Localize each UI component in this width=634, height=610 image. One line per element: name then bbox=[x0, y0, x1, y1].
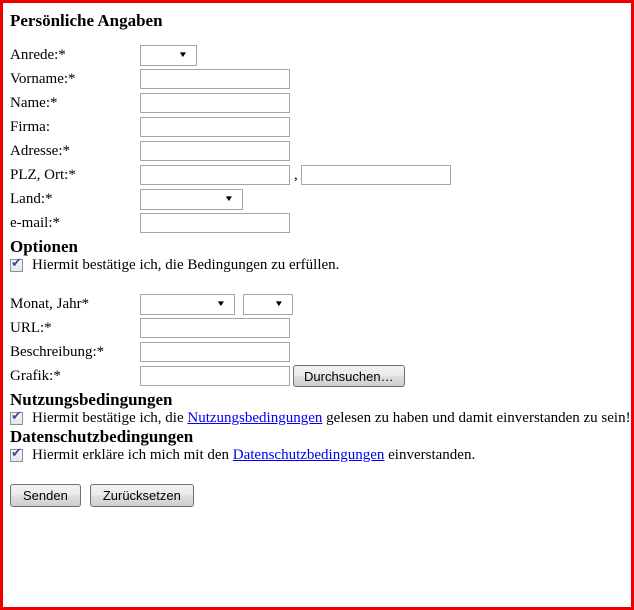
nutzungsbedingungen-link[interactable]: Nutzungsbedingungen bbox=[187, 410, 323, 426]
url-input[interactable] bbox=[140, 318, 290, 338]
jahr-select[interactable] bbox=[243, 294, 293, 315]
adresse-label: Adresse:* bbox=[10, 142, 70, 159]
beschreibung-label: Beschreibung:* bbox=[10, 343, 105, 360]
grafik-file-input[interactable] bbox=[140, 366, 290, 386]
field-row-email bbox=[10, 213, 631, 233]
anrede-label: Anrede:* bbox=[10, 46, 66, 63]
comma-separator: , bbox=[294, 166, 298, 183]
checkmark-icon: ✔ bbox=[11, 256, 22, 271]
durchsuchen-button[interactable]: Durchsuchen… bbox=[293, 365, 405, 387]
ort-input[interactable] bbox=[301, 165, 451, 185]
vorname-label: Vorname:* bbox=[10, 70, 76, 87]
nutzungsbedingungen-checkbox-label bbox=[32, 410, 631, 427]
plz-input[interactable] bbox=[140, 165, 290, 185]
datenschutz-checkbox-label bbox=[32, 447, 475, 464]
senden-button[interactable]: Senden bbox=[10, 484, 81, 507]
field-row-name bbox=[10, 93, 631, 113]
section-title-optionen: Optionen bbox=[10, 237, 79, 256]
name-input[interactable] bbox=[140, 93, 290, 113]
field-row-adresse bbox=[10, 141, 631, 161]
anrede-select[interactable] bbox=[140, 45, 197, 66]
firma-input[interactable] bbox=[140, 117, 290, 137]
page-title: Persönliche Angaben bbox=[10, 11, 163, 30]
datenschutzbedingungen-link[interactable]: Datenschutzbedingungen bbox=[232, 447, 385, 463]
bedingungen-checkbox-label: Hiermit bestätige ich, die Bedingungen zu erfüllen. bbox=[32, 257, 340, 273]
label-text-after: gelesen zu haben und damit einverstanden zu sein! bbox=[322, 410, 631, 426]
plz-ort-label: PLZ, Ort:* bbox=[10, 166, 76, 183]
field-row-land bbox=[10, 189, 631, 209]
vorname-input[interactable] bbox=[140, 69, 290, 89]
form-actions bbox=[10, 484, 631, 507]
adresse-input[interactable] bbox=[140, 141, 290, 161]
email-input[interactable] bbox=[140, 213, 290, 233]
url-label: URL:* bbox=[10, 319, 52, 336]
checkmark-icon: ✔ bbox=[11, 446, 22, 461]
field-row-firma bbox=[10, 117, 631, 137]
email-label: e-mail:* bbox=[10, 214, 60, 231]
firma-label: Firma: bbox=[10, 118, 50, 135]
field-row-beschreibung bbox=[10, 342, 631, 362]
datenschutz-checkbox[interactable] bbox=[10, 446, 23, 462]
field-row-url bbox=[10, 318, 631, 338]
land-select[interactable] bbox=[140, 189, 243, 210]
bedingungen-checkbox-row bbox=[10, 257, 631, 274]
bedingungen-checkbox[interactable] bbox=[10, 256, 23, 272]
field-row-monat-jahr bbox=[10, 294, 631, 314]
monat-select[interactable] bbox=[140, 294, 235, 315]
field-row-vorname bbox=[10, 69, 631, 89]
field-row-grafik bbox=[10, 366, 631, 386]
label-text-before: Hiermit erkläre ich mich mit den bbox=[32, 447, 233, 463]
name-label: Name:* bbox=[10, 94, 58, 111]
nutzungsbedingungen-checkbox[interactable] bbox=[10, 409, 23, 425]
field-row-plz-ort bbox=[10, 165, 631, 185]
dropdown-arrow-icon: ▼ bbox=[177, 50, 189, 59]
section-title-nutzungsbedingungen: Nutzungsbedingungen bbox=[10, 390, 173, 409]
nutzungsbedingungen-checkbox-row bbox=[10, 410, 631, 427]
section-title-datenschutzbedingungen: Datenschutzbedingungen bbox=[10, 427, 194, 446]
dropdown-arrow-icon: ▼ bbox=[215, 299, 227, 308]
dropdown-arrow-icon: ▼ bbox=[223, 194, 235, 203]
beschreibung-input[interactable] bbox=[140, 342, 290, 362]
grafik-label: Grafik:* bbox=[10, 367, 61, 384]
dropdown-arrow-icon: ▼ bbox=[273, 299, 285, 308]
land-label: Land:* bbox=[10, 190, 53, 207]
label-text-before: Hiermit bestätige ich, die bbox=[32, 410, 188, 426]
checkmark-icon: ✔ bbox=[11, 409, 22, 424]
zuruecksetzen-button[interactable]: Zurücksetzen bbox=[90, 484, 194, 507]
datenschutz-checkbox-row bbox=[10, 447, 631, 464]
label-text-after: einverstanden. bbox=[384, 447, 476, 463]
field-row-anrede bbox=[10, 45, 631, 65]
monat-jahr-label: Monat, Jahr* bbox=[10, 295, 90, 312]
